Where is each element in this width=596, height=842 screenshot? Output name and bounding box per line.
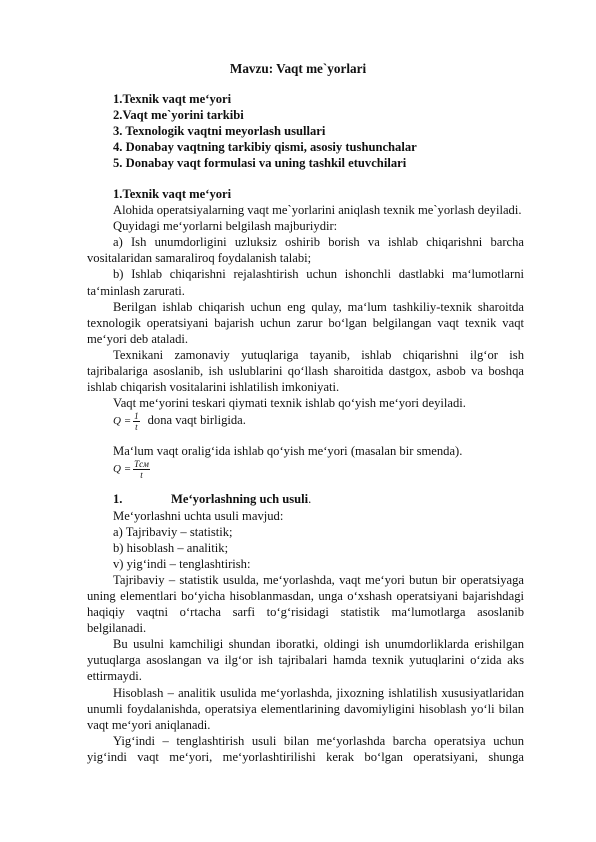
formula-caption: dona vaqt birligida.: [147, 413, 246, 428]
formula-numerator: Tсм: [134, 459, 149, 470]
paragraph: Texnikani zamonaviy yutuqlariga tayanib, ishlab chiqarishni ilg‘or ish tajribalariga asoslanib, ish uslublarini qo‘llash sharoitida dastgox, asbob va boshqa ishlab chiqarish vositalarini ishlatilish imkoniyati.: [87, 347, 524, 395]
paragraph: Ma‘lum vaqt oralig‘ida ishlab qo‘yish me‘yori (masalan bir smenda).: [113, 444, 463, 459]
formula-fraction: [133, 459, 150, 480]
toc-item: 1.Texnik vaqt me‘yori: [113, 92, 232, 106]
toc-item: 3. Texnologik vaqtni meyorlash usullari: [113, 124, 326, 138]
toc-item: 5. Donabay vaqt formulasi va uning tashkil etuvchilari: [113, 156, 407, 170]
page-title: Mavzu: Vaqt me`yorlari: [229, 61, 367, 76]
formula-per-unit: [87, 411, 524, 443]
formula-per-shift: [87, 459, 524, 491]
section-end: .: [308, 492, 312, 507]
list-item: a) Tajribaviy – statistik;: [113, 524, 233, 539]
formula-numerator: 1: [134, 411, 139, 422]
section-heading-methods: [87, 491, 524, 507]
paragraph: b) Ishlab chiqarishni rejalashtirish uchun ishonchli dastlabki ma‘lumotlarni ta‘minlash zarurati.: [87, 267, 524, 298]
list-item: b) hisoblash – analitik;: [113, 540, 229, 555]
formula-fraction: [133, 411, 140, 432]
paragraph: Berilgan ishlab chiqarish uchun eng qulay, ma‘lum tashkiliy-texnik sharoitda texnologik operatsiyani bajarish uchun zarur bo‘lgan belgilangan vaqt texnik vaqt me‘yori deb ataladi.: [87, 299, 524, 346]
formula-denominator: t: [135, 422, 138, 433]
list-item: v) yig‘indi – tenglashtirish:: [113, 556, 251, 571]
paragraph: Alohida operatsiyalarning vaqt me`yorlarini aniqlash texnik me`yorlash deyiladi.: [113, 203, 522, 218]
formula-denominator: t: [140, 470, 143, 481]
section-number: 1.: [113, 492, 123, 507]
section-label: Me‘yorlashning uch usuli: [171, 492, 309, 507]
table-of-contents: [113, 91, 417, 171]
formula-lhs: Q =: [113, 415, 132, 428]
toc-item: 4. Donabay vaqtning tarkibiy qismi, asosiy tushunchalar: [113, 140, 417, 154]
paragraph: Hisoblash – analitik usulida me‘yorlashda, jixozning ishlatilish xususiyatlaridan unumli foydalanishda, operatsiya elementlarining davomiyligini hisoblash yo‘li bilan vaqt me‘yori aniqlanadi.: [87, 685, 524, 732]
paragraph: Me‘yorlashni uchta usuli mavjud:: [113, 508, 284, 523]
paragraph: Yig‘indi – tenglashtirish usuli bilan me‘yorlashda barcha operatsiya uchun yig‘indi vaqt me‘yori, me‘yorlashtirilishi kerak bo‘lgan operatsiyani, shunga: [87, 733, 524, 764]
paragraph: Quyidagi me‘yorlarni belgilash majburiydir:: [113, 219, 338, 234]
paragraph: Bu usulni kamchiligi shundan iboratki, oldingi ish unumdorliklarda erishilgan yutuqlarga asoslangan va ilg‘or ish tajribalari hamda texnik yutuqlarini o‘zida aks ettirmaydi.: [87, 637, 524, 684]
paragraph: a) Ish unumdorligini uzluksiz oshirib borish va ishlab chiqarishni barcha vositalaridan samaraliroq foydalanish talabi;: [87, 235, 524, 266]
formula-lhs: Q =: [113, 463, 132, 476]
section-heading: 1.Texnik vaqt me‘yori: [113, 187, 232, 201]
toc-item: 2.Vaqt me`yorini tarkibi: [113, 108, 244, 122]
paragraph: Tajribaviy – statistik usulda, me‘yorlashda, vaqt me‘yori butun bir operatsiyaga uning elementlari bo‘yicha hisoblanmasdan, unga o‘xshash operatsiyani bajarishdagi haqiqiy vaqtni o‘rtacha sarfi to‘g‘risidagi statistik ma‘lumotlarga asoslanib belgilanadi.: [87, 572, 524, 636]
paragraph: Vaqt me‘yorini teskari qiymati texnik ishlab qo‘yish me‘yori deyiladi.: [113, 396, 466, 411]
document-body: [87, 186, 524, 765]
